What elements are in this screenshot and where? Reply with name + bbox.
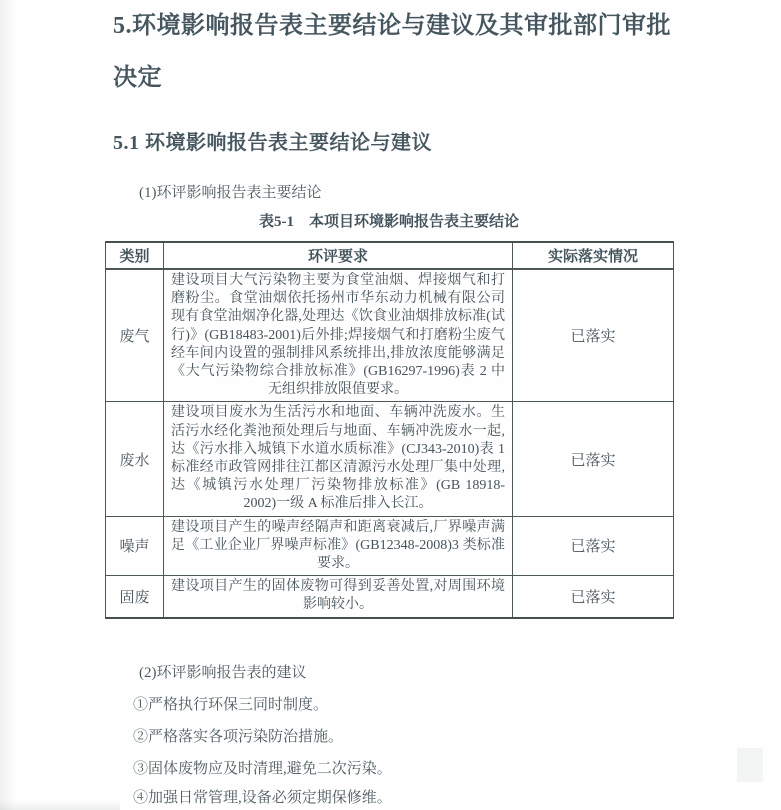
category-cell: 噪声 — [106, 516, 164, 576]
table-row-waste-water — [106, 402, 674, 516]
suggestion-item-1: ①严格执行环保三同时制度。 — [133, 697, 329, 713]
status-cell: 已落实 — [513, 576, 674, 618]
category-cell: 废气 — [106, 269, 164, 402]
table-caption: 表5-1 本项目环境影响报告表主要结论 — [259, 214, 519, 230]
scan-artifact-bottom — [0, 800, 120, 810]
table-row-noise — [106, 516, 674, 576]
status-cell: 已落实 — [513, 269, 674, 402]
requirement-cell: 建设项目产生的固体废物可得到妥善处置,对周围环境影响较小。 — [164, 576, 513, 618]
scan-artifact-left-edge — [0, 0, 16, 810]
suggestions-intro: (2)环评影响报告表的建议 — [139, 665, 307, 681]
table-row-waste-gas — [106, 269, 674, 402]
column-header-requirement: 环评要求 — [164, 242, 513, 269]
table-header-row — [106, 242, 674, 269]
scan-artifact-right — [737, 748, 763, 782]
suggestion-item-3: ③固体废物应及时清理,避免二次污染。 — [133, 761, 392, 777]
chapter-title-line1: 5.环境影响报告表主要结论与建议及其审批部门审批 — [113, 13, 671, 39]
status-cell: 已落实 — [513, 402, 674, 516]
suggestion-item-4: ④加强日常管理,设备必须定期保修维。 — [133, 790, 392, 806]
conclusions-table — [105, 241, 674, 619]
category-cell: 固废 — [106, 576, 164, 618]
chapter-title-line2: 决定 — [113, 65, 162, 91]
suggestion-item-2: ②严格落实各项污染防治措施。 — [133, 729, 344, 745]
conclusion-intro: (1)环评影响报告表主要结论 — [139, 185, 322, 201]
requirement-cell: 建设项目产生的噪声经隔声和距离衰减后,厂界噪声满足《工业企业厂界噪声标准》(GB12348-2008)3 类标准要求。 — [164, 516, 513, 576]
status-cell: 已落实 — [513, 516, 674, 576]
chapter-title — [113, 0, 685, 104]
column-header-status: 实际落实情况 — [513, 242, 674, 269]
category-cell: 废水 — [106, 402, 164, 516]
table-row-solid-waste — [106, 576, 674, 618]
column-header-category: 类别 — [106, 242, 164, 269]
requirement-cell: 建设项目废水为生活污水和地面、车辆冲洗废水。生活污水经化粪池预处理后与地面、车辆冲洗废水一起,达《污水排入城镇下水道水质标准》(CJ343-2010)表 1 标准经市政管网排往江都区清源污水处理厂集中处理,达《城镇污水处理厂污染物排放标准》(GB 18918-2002)一级 A 标准后排入长江。 — [164, 402, 513, 516]
requirement-cell: 建设项目大气污染物主要为食堂油烟、焊接烟气和打磨粉尘。食堂油烟依托扬州市华东动力机械有限公司现有食堂油烟净化器,处理达《饮食业油烟排放标准(试行)》(GB18483-2001)后外排;焊接烟气和打磨粉尘废气经车间内设置的强制排风系统排出,排放浓度能够满足《大气污染物综合排放标准》(GB16297-1996)表 2 中无组织排放限值要求。 — [164, 269, 513, 402]
section-heading: 5.1 环境影响报告表主要结论与建议 — [113, 132, 432, 154]
